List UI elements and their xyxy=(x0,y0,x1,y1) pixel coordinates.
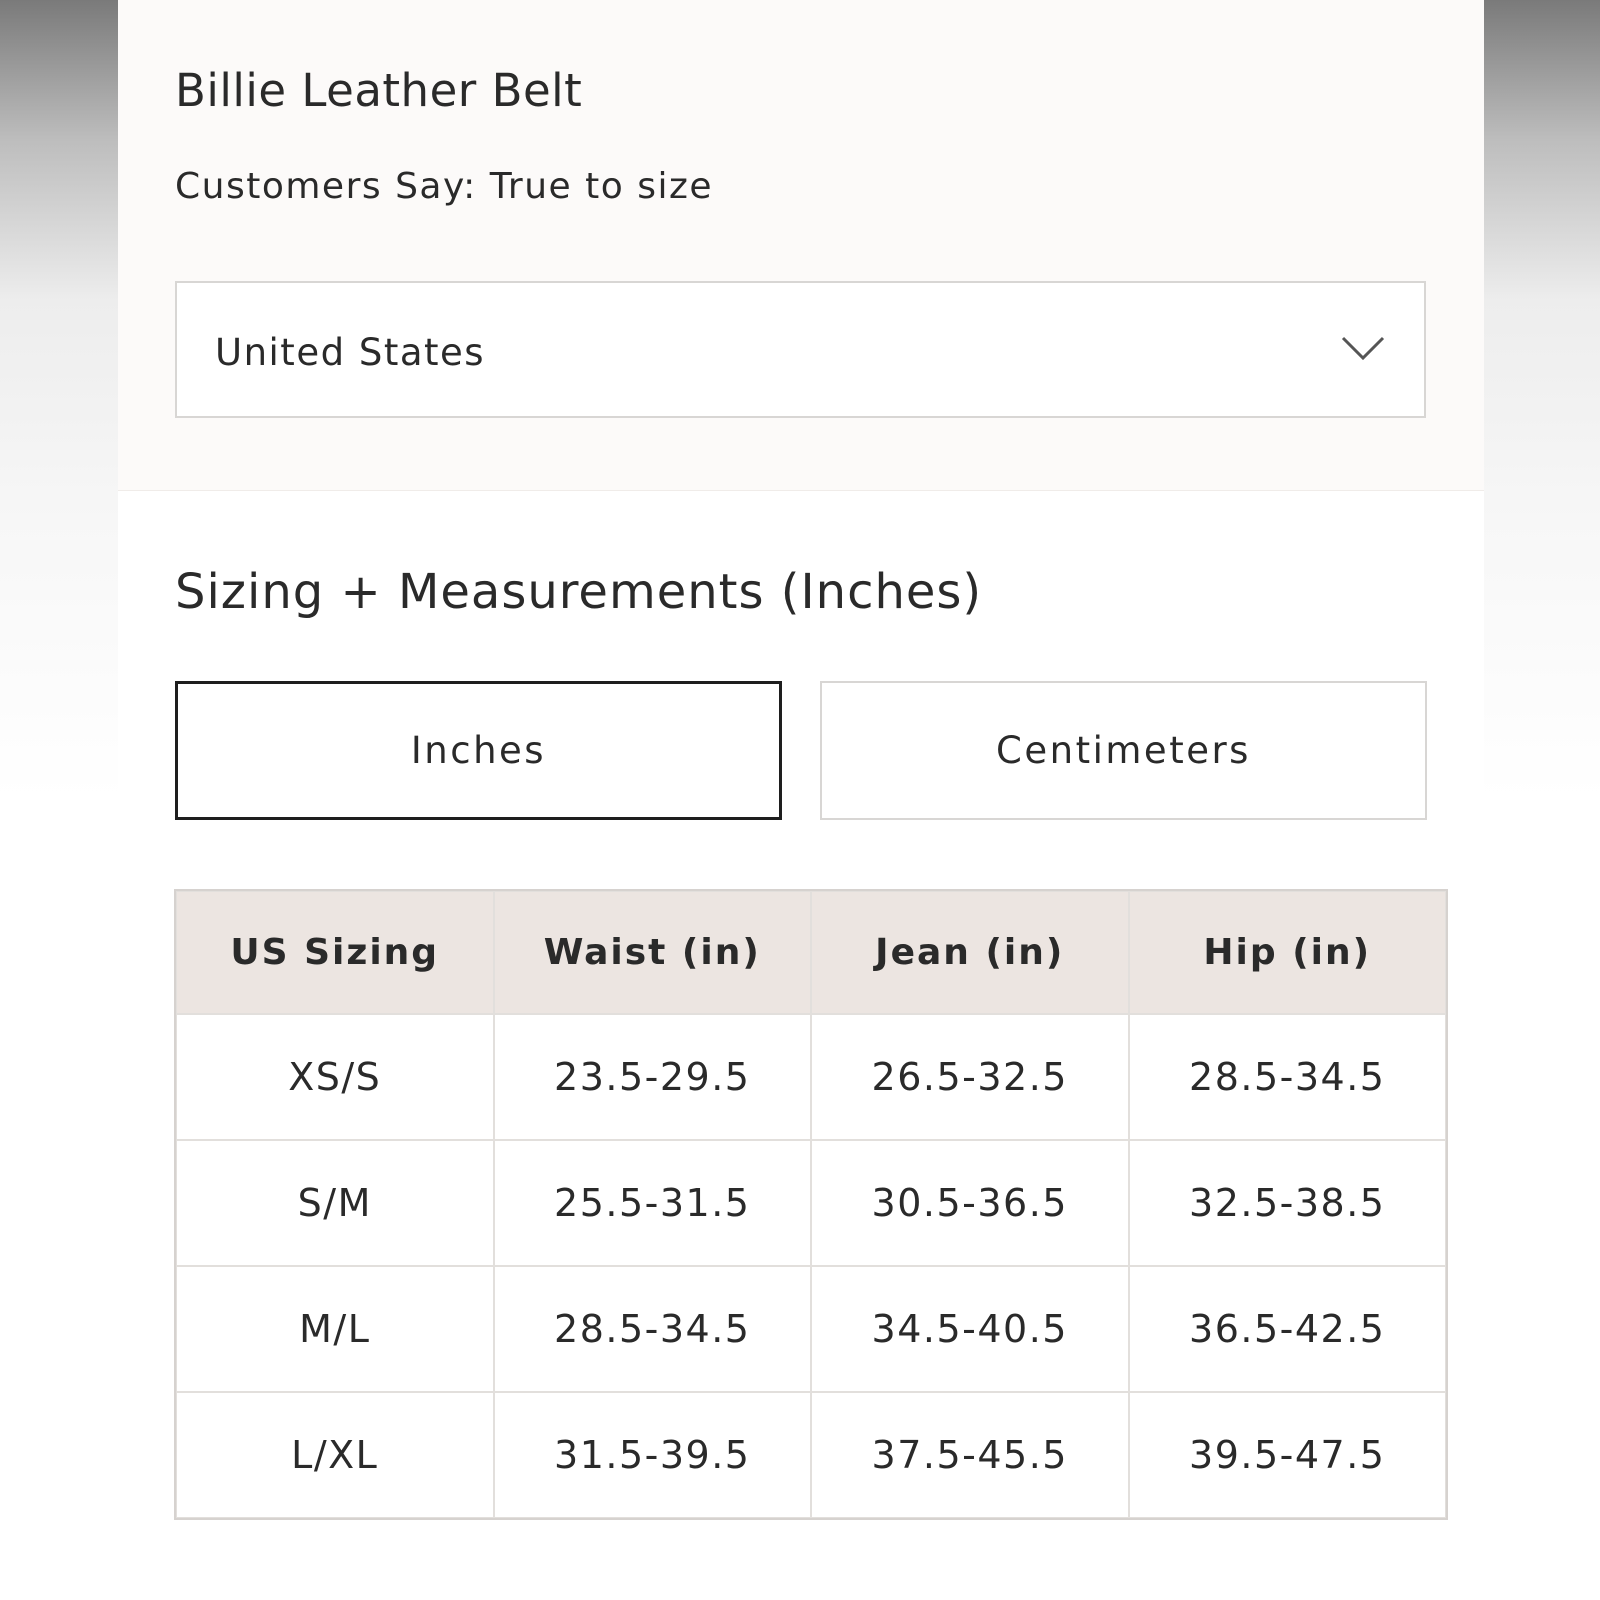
fit-note: Customers Say: True to size xyxy=(175,166,714,207)
country-select[interactable] xyxy=(175,281,1426,418)
inches-toggle-button[interactable]: Inches xyxy=(175,681,782,820)
centimeters-toggle-button[interactable]: Centimeters xyxy=(820,681,1427,820)
product-title: Billie Leather Belt xyxy=(175,64,583,117)
size-cell: S/M xyxy=(176,1140,494,1266)
size-chart-table xyxy=(175,890,1447,1519)
jean-cell: 37.5-45.5 xyxy=(811,1392,1129,1518)
column-header: Hip (in) xyxy=(1129,891,1447,1014)
size-cell: XS/S xyxy=(176,1014,494,1140)
jean-cell: 34.5-40.5 xyxy=(811,1266,1129,1392)
table-row xyxy=(176,1014,1446,1140)
waist-cell: 25.5-31.5 xyxy=(494,1140,812,1266)
chevron-down-icon xyxy=(1340,333,1386,363)
size-cell: L/XL xyxy=(176,1392,494,1518)
column-header: Waist (in) xyxy=(494,891,812,1014)
hip-cell: 28.5-34.5 xyxy=(1129,1014,1447,1140)
table-header-row xyxy=(176,891,1446,1014)
waist-cell: 31.5-39.5 xyxy=(494,1392,812,1518)
table-row xyxy=(176,1392,1446,1518)
column-header: US Sizing xyxy=(176,891,494,1014)
country-select-value: United States xyxy=(215,331,486,374)
column-header: Jean (in) xyxy=(811,891,1129,1014)
hip-cell: 32.5-38.5 xyxy=(1129,1140,1447,1266)
size-guide-panel xyxy=(118,0,1484,1600)
product-header-section xyxy=(118,0,1484,491)
table-row xyxy=(176,1266,1446,1392)
waist-cell: 23.5-29.5 xyxy=(494,1014,812,1140)
hip-cell: 39.5-47.5 xyxy=(1129,1392,1447,1518)
size-cell: M/L xyxy=(176,1266,494,1392)
hip-cell: 36.5-42.5 xyxy=(1129,1266,1447,1392)
waist-cell: 28.5-34.5 xyxy=(494,1266,812,1392)
sizing-section-title: Sizing + Measurements (Inches) xyxy=(175,564,983,620)
jean-cell: 26.5-32.5 xyxy=(811,1014,1129,1140)
table-row xyxy=(176,1140,1446,1266)
jean-cell: 30.5-36.5 xyxy=(811,1140,1129,1266)
